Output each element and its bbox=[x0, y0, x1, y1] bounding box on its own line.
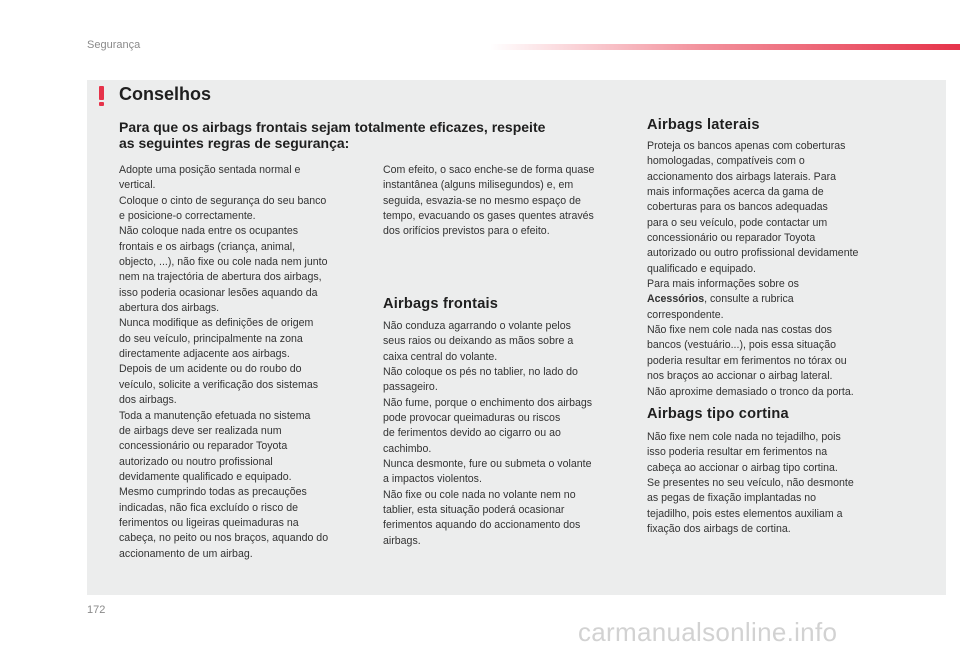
accessories-link-text: Acessórios bbox=[647, 293, 705, 306]
section-label: Segurança bbox=[87, 39, 141, 51]
side-airbags-text-b: , consulte a rubrica correspondente. Não fixe nem cole nada nas costas dos bancos (vestuário...), pois essa situação poderia resultar em ferimentos no tórax ou nos braços ao accionar o airbag lateral. Não aproxime demasiado o tronco da porta. bbox=[647, 293, 854, 398]
frontal-airbags-heading: Airbags frontais bbox=[383, 296, 499, 312]
curtain-airbags-heading: Airbags tipo cortina bbox=[647, 406, 789, 422]
panel-title: Conselhos bbox=[119, 84, 212, 104]
exclamation-icon bbox=[99, 86, 107, 107]
curtain-airbags-text: Não fixe nem cole nada no tejadilho, pois isso poderia resultar em ferimentos na cabeça ao accionar o airbag tipo cortina. Se presentes no seu veículo, não desmonte as pegas de fixação implantadas no tejadilho, pois estes elementos auxiliam a fixação dos airbags de cortina. bbox=[647, 431, 854, 536]
watermark: carmanualsonline.info bbox=[578, 617, 838, 647]
side-airbags-text bbox=[647, 139, 892, 400]
panel-subtitle: Para que os airbags frontais sejam totalmente eficazes, respeite as seguintes regras de segurança: bbox=[119, 119, 546, 151]
advice-column-2: Com efeito, o saco enche-se de forma quase instantânea (alguns milisegundos) e, em seguida, esvazia-se no mesmo espaço de tempo, evacuando os gases quentes através dos orifícios previstos para o efeito. bbox=[383, 164, 595, 238]
side-airbags-text-a: Proteja os bancos apenas com coberturas homologadas, compatíveis com o accionamento dos airbags laterais. Para mais informações acerca da gama de coberturas para os bancos adequadas para o seu veículo, pode contactar um concessionário ou reparador Toyota autorizado ou outro profissional devidamente qualificado e equipado. Para mais informações sobre os bbox=[647, 140, 859, 291]
page-number: 172 bbox=[87, 604, 106, 616]
frontal-airbags-text: Não conduza agarrando o volante pelos seus raios ou deixando as mãos sobre a caixa central do volante. Não coloque os pés no tablier, no lado do passageiro. Não fume, porque o enchimento dos airbags pode provocar queimaduras ou riscos de ferimentos devido ao cigarro ou ao cachimbo. Nunca desmonte, fure ou submeta o volante a impactos violentos. Não fixe ou cole nada no volante nem no tablier, esta situação poderá ocasionar ferimentos aquando do accionamento dos airbags. bbox=[383, 320, 593, 547]
header-accent-bar bbox=[490, 44, 960, 50]
side-airbags-heading: Airbags laterais bbox=[647, 117, 760, 133]
advice-column-1: Adopte uma posição sentada normal e vertical. Coloque o cinto de segurança do seu banco e posicione-o correctamente. Não coloque nada entre os ocupantes frontais e os airbags (criança, animal, objecto, ...), não fixe ou cole nada nem junto nem na trajectória de abertura dos airbags, isso poderia ocasionar lesões aquando da abertura dos airbags. Nunca modifique as definições de origem do seu veículo, principalmente na zona directamente adjacente aos airbags. Depois de um acidente ou do roubo do veículo, solicite a verificação dos sistemas dos airbags. Toda a manutenção efetuada no sistema de airbags deve ser realizada num concessionário ou reparador Toyota autorizado ou noutro profissional devidamente qualificado e equipado. Mesmo cumprindo todas as precauções indicadas, não fica excluído o risco de ferimentos ou ligeiras queimaduras na cabeça, no peito ou nos braços, aquando do accionamento de um airbag. bbox=[119, 164, 329, 560]
